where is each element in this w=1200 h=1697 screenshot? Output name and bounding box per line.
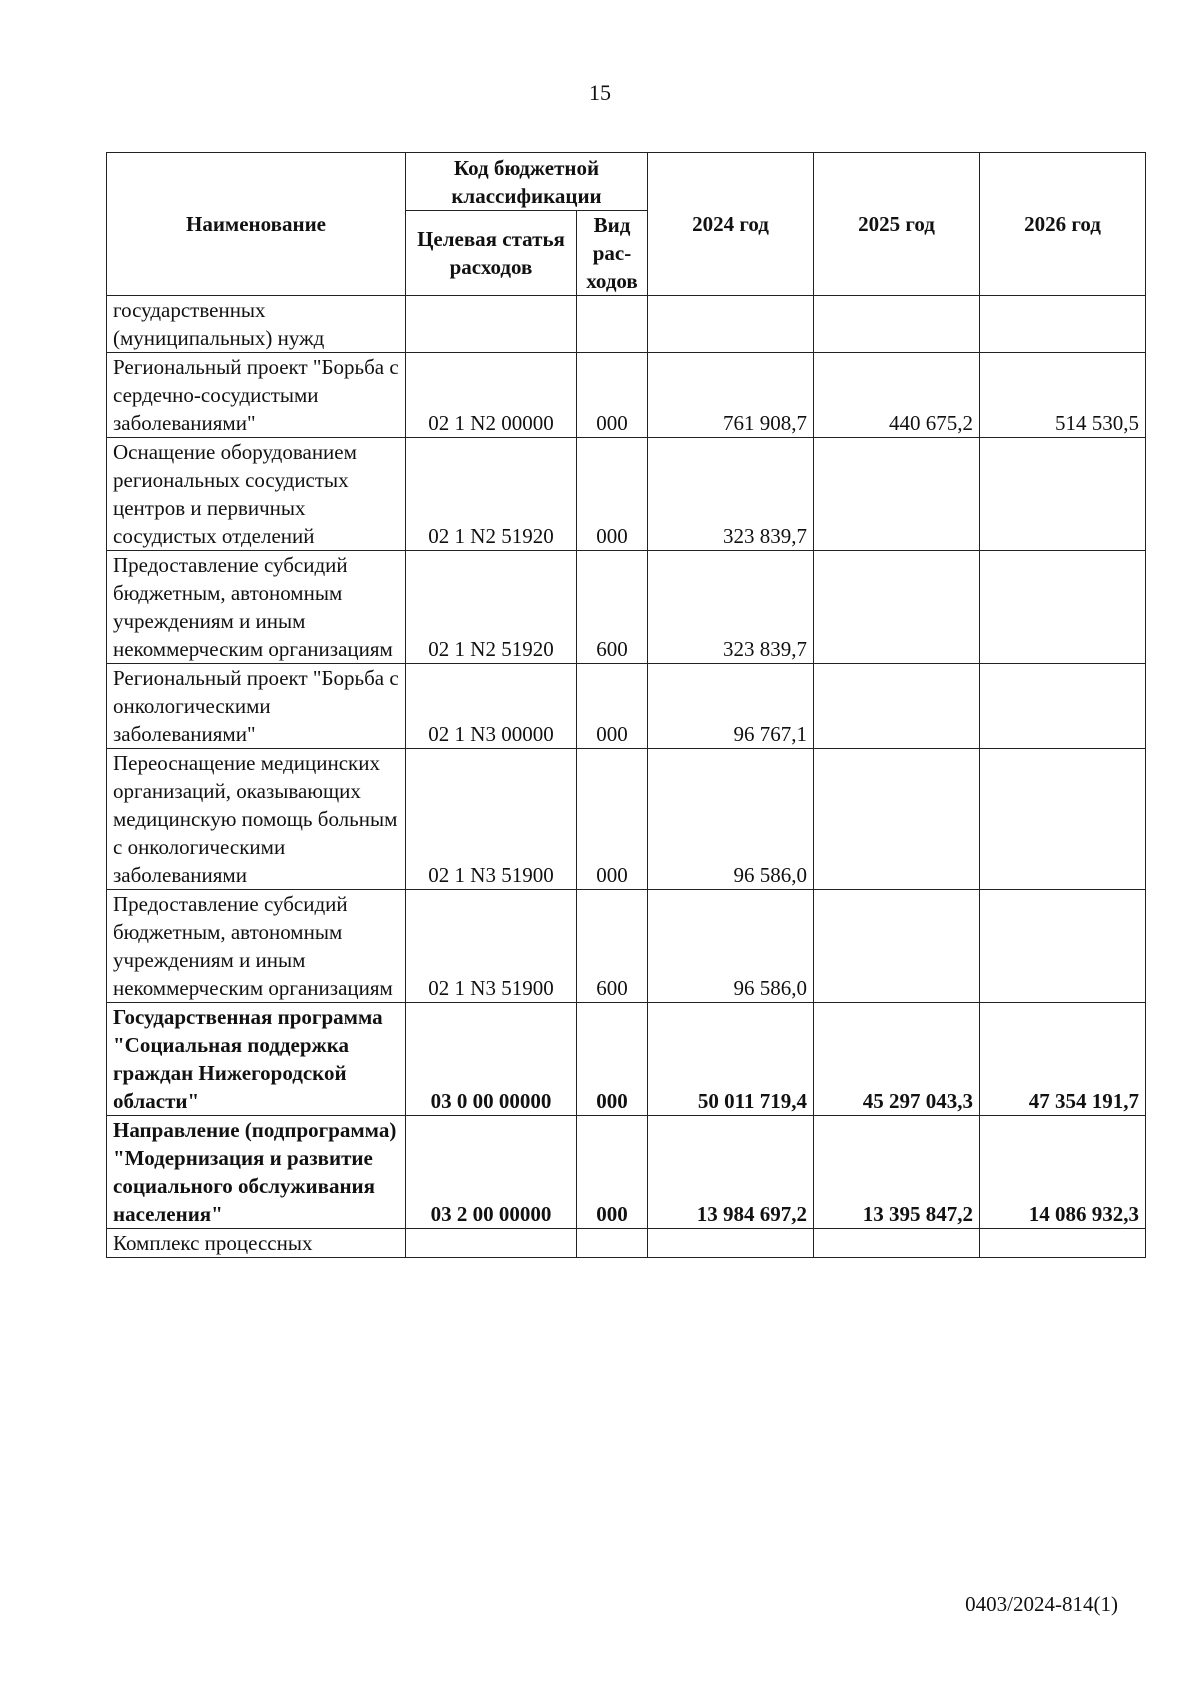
table-row [107,749,1146,890]
table-row [107,1003,1146,1116]
col-header-name: Наименование [107,153,406,296]
cell-2025 [814,1229,980,1258]
cell-expense-kind: 000 [577,1116,648,1229]
table-row [107,296,1146,353]
cell-2025: 440 675,2 [814,353,980,438]
cell-2024 [648,1229,814,1258]
table-body [107,296,1146,1258]
cell-2024: 323 839,7 [648,438,814,551]
cell-2024: 323 839,7 [648,551,814,664]
cell-target-code: 02 1 N2 00000 [406,353,577,438]
cell-expense-kind: 000 [577,1003,648,1116]
cell-2024: 50 011 719,4 [648,1003,814,1116]
table-row [107,1229,1146,1258]
cell-expense-kind [577,1229,648,1258]
col-header-2026: 2026 год [980,153,1146,296]
cell-target-code: 02 1 N3 00000 [406,664,577,749]
col-header-kind: Вид рас-ходов [577,211,648,296]
cell-2026 [980,890,1146,1003]
document-id: 0403/2024-814(1) [965,1592,1118,1616]
cell-2025 [814,551,980,664]
cell-2026 [980,749,1146,890]
cell-2026 [980,438,1146,551]
table-row [107,551,1146,664]
cell-target-code: 02 1 N3 51900 [406,749,577,890]
table-row [107,353,1146,438]
cell-expense-kind: 600 [577,890,648,1003]
cell-name: Предоставление субсидий бюджетным, автономным учреждениям и иным некоммерческим организациям [107,551,406,664]
cell-name: Региональный проект "Борьба с онкологическими заболеваниями" [107,664,406,749]
cell-2025 [814,749,980,890]
cell-2024: 96 767,1 [648,664,814,749]
table-row [107,438,1146,551]
cell-2024: 13 984 697,2 [648,1116,814,1229]
cell-2025 [814,890,980,1003]
cell-target-code [406,296,577,353]
budget-table [106,152,1146,1258]
cell-2026: 14 086 932,3 [980,1116,1146,1229]
page-number: 15 [589,80,611,105]
cell-2024 [648,296,814,353]
cell-2026: 47 354 191,7 [980,1003,1146,1116]
cell-name: Направление (подпрограмма) "Модернизация и развитие социального обслуживания населения" [107,1116,406,1229]
cell-target-code: 03 0 00 00000 [406,1003,577,1116]
cell-expense-kind: 000 [577,664,648,749]
col-header-kbk: Код бюджетной классификации [406,153,648,211]
cell-target-code: 02 1 N2 51920 [406,438,577,551]
table-row [107,890,1146,1003]
table-row [107,664,1146,749]
cell-target-code: 02 1 N2 51920 [406,551,577,664]
cell-name: Комплекс процессных [107,1229,406,1258]
col-header-2024: 2024 год [648,153,814,296]
cell-2026 [980,664,1146,749]
cell-name: Переоснащение медицинских организаций, оказывающих медицинскую помощь больным с онкологическими заболеваниями [107,749,406,890]
cell-target-code: 02 1 N3 51900 [406,890,577,1003]
cell-2026 [980,296,1146,353]
cell-2026 [980,1229,1146,1258]
table-row [107,1116,1146,1229]
cell-target-code [406,1229,577,1258]
cell-expense-kind: 000 [577,353,648,438]
col-header-2025: 2025 год [814,153,980,296]
cell-expense-kind: 600 [577,551,648,664]
cell-2025: 45 297 043,3 [814,1003,980,1116]
cell-2024: 96 586,0 [648,890,814,1003]
cell-2026 [980,551,1146,664]
cell-2024: 96 586,0 [648,749,814,890]
cell-2024: 761 908,7 [648,353,814,438]
cell-expense-kind: 000 [577,749,648,890]
cell-name: государственных (муниципальных) нужд [107,296,406,353]
cell-name: Региональный проект "Борьба с сердечно-сосудистыми заболеваниями" [107,353,406,438]
cell-name: Предоставление субсидий бюджетным, автономным учреждениям и иным некоммерческим организациям [107,890,406,1003]
cell-name: Оснащение оборудованием региональных сосудистых центров и первичных сосудистых отделений [107,438,406,551]
cell-2025 [814,296,980,353]
cell-expense-kind [577,296,648,353]
cell-target-code: 03 2 00 00000 [406,1116,577,1229]
col-header-target: Целевая статья расходов [406,211,577,296]
cell-expense-kind: 000 [577,438,648,551]
cell-name: Государственная программа "Социальная поддержка граждан Нижегородской области" [107,1003,406,1116]
cell-2025 [814,438,980,551]
cell-2025: 13 395 847,2 [814,1116,980,1229]
cell-2025 [814,664,980,749]
cell-2026: 514 530,5 [980,353,1146,438]
